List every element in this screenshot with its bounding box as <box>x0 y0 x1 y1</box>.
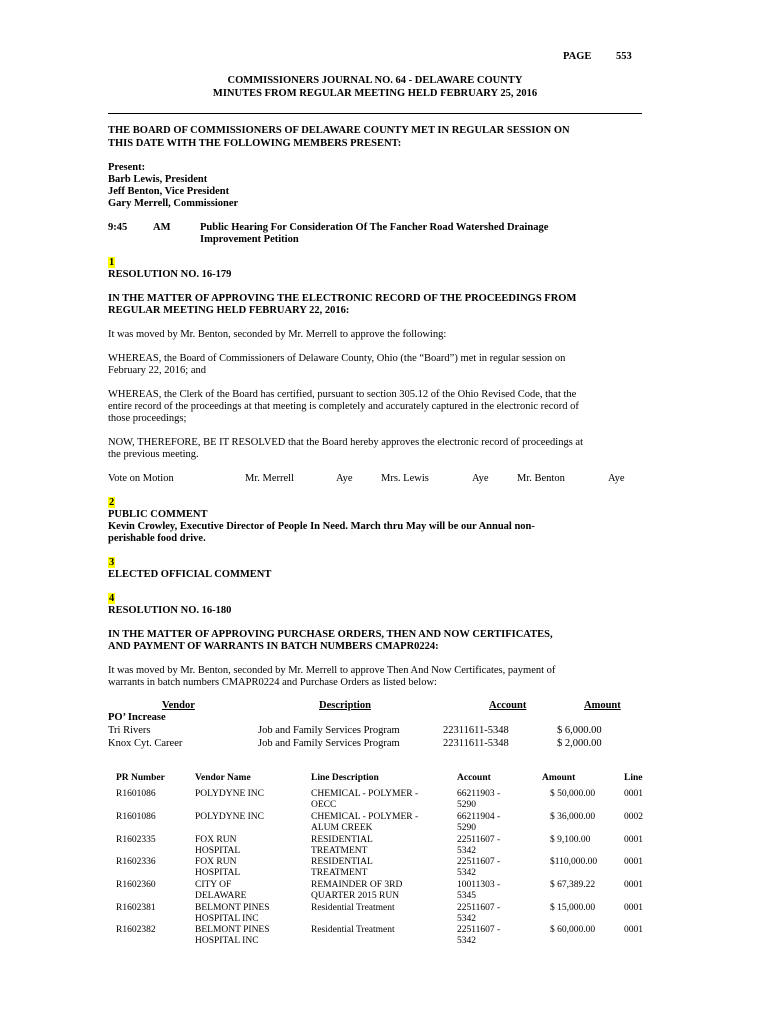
item4-motion-l1: It was moved by Mr. Benton, seconded by Mr. Merrell to approve Then And Now Certificates, payment of <box>108 665 556 676</box>
item-number-1: 1 <box>109 257 115 268</box>
member-vice-president: Jeff Benton, Vice President <box>108 186 230 197</box>
table-row-desc: OECC <box>311 800 337 810</box>
table-row-account: 10011303 - <box>457 880 501 890</box>
member-commissioner: Gary Merrell, Commissioner <box>108 198 239 209</box>
table-row-pr-number: R1601086 <box>116 812 156 822</box>
po-row-description: Job and Family Services Program <box>258 738 400 749</box>
table-row-account: 22511607 - <box>457 835 501 845</box>
item1-whereas1-l1: WHEREAS, the Board of Commissioners of Delaware County, Ohio (the “Board”) met in regular session on <box>108 353 566 364</box>
table-row-desc: CHEMICAL - POLYMER - <box>311 789 419 799</box>
table-row-line: 0001 <box>624 880 643 890</box>
hearing-line-1: Public Hearing For Consideration Of The Fancher Road Watershed Drainage <box>200 222 549 233</box>
po-row-account: 22311611-5348 <box>443 738 509 749</box>
member-president: Barb Lewis, President <box>108 174 208 185</box>
table-row-amount: $ 36,000.00 <box>550 812 596 822</box>
public-comment-l1: Kevin Crowley, Executive Director of People In Need. March thru May will be our Annual non- <box>108 521 535 532</box>
table-row-vendor: HOSPITAL <box>195 846 241 856</box>
table-row-line: 0001 <box>624 903 643 913</box>
table-row-account: 22511607 - <box>457 903 501 913</box>
table-row-vendor: DELAWARE <box>195 891 247 901</box>
po-row-amount: $ 6,000.00 <box>557 725 602 736</box>
table-row-pr-number: R1602336 <box>116 857 156 867</box>
table-row-desc: Residential Treatment <box>311 903 395 913</box>
table-row-account: 5342 <box>457 936 476 946</box>
table-row-amount: $ 50,000.00 <box>550 789 596 799</box>
hearing-time: 9:45 <box>108 222 128 233</box>
table-row-account: 22511607 - <box>457 925 501 935</box>
resolution-16-179: RESOLUTION NO. 16-179 <box>108 269 232 280</box>
item-number-3: 3 <box>109 557 115 568</box>
table-row-account: 66211904 - <box>457 812 501 822</box>
table-row-account: 5342 <box>457 914 476 924</box>
table-row-vendor: HOSPITAL INC <box>195 914 259 924</box>
resolution-16-180: RESOLUTION NO. 16-180 <box>108 605 232 616</box>
pr-header-pr-number: PR Number <box>116 773 165 783</box>
table-row-desc: RESIDENTIAL <box>311 835 373 845</box>
table-row-vendor: HOSPITAL <box>195 868 241 878</box>
public-comment-l2: perishable food drive. <box>108 533 206 544</box>
item1-resolved-l1: NOW, THEREFORE, BE IT RESOLVED that the Board hereby approves the electronic record of proceedings at <box>108 437 584 448</box>
item-number-2: 2 <box>109 497 115 508</box>
vote-benton-aye: Aye <box>608 473 625 484</box>
vote-member-merrell: Mr. Merrell <box>245 473 294 484</box>
item1-resolved-l2: the previous meeting. <box>108 449 199 460</box>
hearing-ampm: AM <box>153 222 171 233</box>
po-header-vendor: Vendor <box>162 700 195 711</box>
po-header-amount: Amount <box>584 700 621 711</box>
pr-header-amount: Amount <box>542 773 576 783</box>
table-row-vendor: BELMONT PINES <box>195 903 270 913</box>
page-label: PAGE <box>563 51 592 62</box>
item1-whereas1-l2: February 22, 2016; and <box>108 365 206 376</box>
table-row-pr-number: R1602381 <box>116 903 156 913</box>
pr-header-line: Line <box>624 773 643 783</box>
table-row-account: 66211903 - <box>457 789 501 799</box>
table-row-desc: TREATMENT <box>311 868 368 878</box>
item1-whereas2-l1: WHEREAS, the Clerk of the Board has certified, pursuant to section 305.12 of the Ohio Revised Code, that the <box>108 389 577 400</box>
table-row-desc: QUARTER 2015 RUN <box>311 891 400 901</box>
header-rule <box>108 113 642 114</box>
table-row-pr-number: R1602335 <box>116 835 156 845</box>
table-row-pr-number: R1602360 <box>116 880 156 890</box>
table-row-vendor: HOSPITAL INC <box>195 936 259 946</box>
table-row-desc: REMAINDER OF 3RD <box>311 880 403 890</box>
vote-label: Vote on Motion <box>108 473 174 484</box>
public-comment-title: PUBLIC COMMENT <box>108 509 208 520</box>
po-row-account: 22311611-5348 <box>443 725 509 736</box>
po-header-description: Description <box>319 700 371 711</box>
table-row-line: 0001 <box>624 835 643 845</box>
item4-title-2: AND PAYMENT OF WARRANTS IN BATCH NUMBERS CMAPR0224: <box>108 641 439 652</box>
item4-title-1: IN THE MATTER OF APPROVING PURCHASE ORDERS, THEN AND NOW CERTIFICATES, <box>108 629 553 640</box>
table-row-desc: ALUM CREEK <box>311 823 373 833</box>
table-row-vendor: POLYDYNE INC <box>195 789 264 799</box>
item1-whereas2-l3: those proceedings; <box>108 413 187 424</box>
po-header-account: Account <box>489 700 527 711</box>
table-row-vendor: FOX RUN <box>195 857 237 867</box>
table-row-pr-number: R1602382 <box>116 925 156 935</box>
pr-header-account: Account <box>457 773 491 783</box>
table-row-desc: Residential Treatment <box>311 925 395 935</box>
table-row-account: 5345 <box>457 891 476 901</box>
table-row-desc: CHEMICAL - POLYMER - <box>311 812 419 822</box>
meeting-title: MINUTES FROM REGULAR MEETING HELD FEBRUARY 25, 2016 <box>212 88 538 99</box>
vote-lewis-aye: Aye <box>472 473 489 484</box>
vote-member-lewis: Mrs. Lewis <box>381 473 429 484</box>
table-row-amount: $110,000.00 <box>550 857 598 867</box>
table-row-account: 5290 <box>457 823 476 833</box>
po-group-label: PO’ Increase <box>108 712 166 723</box>
table-row-amount: $ 9,100.00 <box>550 835 591 845</box>
table-row-account: 5342 <box>457 846 476 856</box>
table-row-line: 0001 <box>624 925 643 935</box>
item4-motion-l2: warrants in batch numbers CMAPR0224 and Purchase Orders as listed below: <box>108 677 437 688</box>
table-row-vendor: FOX RUN <box>195 835 237 845</box>
table-row-line: 0001 <box>624 789 643 799</box>
table-row-account: 5290 <box>457 800 476 810</box>
table-row-vendor: POLYDYNE INC <box>195 812 264 822</box>
table-row-account: 22511607 - <box>457 857 501 867</box>
page-number: 553 <box>616 51 632 62</box>
table-row-vendor: CITY OF <box>195 880 232 890</box>
table-row-amount: $ 60,000.00 <box>550 925 596 935</box>
table-row-desc: TREATMENT <box>311 846 368 856</box>
present-label: Present: <box>108 162 146 173</box>
intro-line-2: THIS DATE WITH THE FOLLOWING MEMBERS PRESENT: <box>108 138 402 149</box>
item1-title-1: IN THE MATTER OF APPROVING THE ELECTRONIC RECORD OF THE PROCEEDINGS FROM <box>108 293 577 304</box>
pr-header-vendor-name: Vendor Name <box>195 773 251 783</box>
elected-official-comment-title: ELECTED OFFICIAL COMMENT <box>108 569 272 580</box>
table-row-account: 5342 <box>457 868 476 878</box>
item-number-4: 4 <box>109 593 115 604</box>
table-row-desc: RESIDENTIAL <box>311 857 373 867</box>
table-row-amount: $ 15,000.00 <box>550 903 596 913</box>
table-row-pr-number: R1601086 <box>116 789 156 799</box>
intro-line-1: THE BOARD OF COMMISSIONERS OF DELAWARE COUNTY MET IN REGULAR SESSION ON <box>108 125 570 136</box>
table-row-line: 0001 <box>624 857 643 867</box>
item1-motion: It was moved by Mr. Benton, seconded by Mr. Merrell to approve the following: <box>108 329 447 340</box>
po-row-vendor: Tri Rivers <box>108 725 151 736</box>
po-row-amount: $ 2,000.00 <box>557 738 602 749</box>
item1-whereas2-l2: entire record of the proceedings at that meeting is completely and accurately captured in the electronic record of <box>108 401 579 412</box>
table-row-amount: $ 67,389.22 <box>550 880 596 890</box>
table-row-line: 0002 <box>624 812 643 822</box>
vote-member-benton: Mr. Benton <box>517 473 565 484</box>
table-row-vendor: BELMONT PINES <box>195 925 270 935</box>
vote-merrell-aye: Aye <box>336 473 353 484</box>
item1-title-2: REGULAR MEETING HELD FEBRUARY 22, 2016: <box>108 305 350 316</box>
hearing-line-2: Improvement Petition <box>200 234 299 245</box>
po-row-description: Job and Family Services Program <box>258 725 400 736</box>
pr-header-line-description: Line Description <box>311 773 379 783</box>
journal-title: COMMISSIONERS JOURNAL NO. 64 - DELAWARE COUNTY <box>227 75 523 86</box>
po-row-vendor: Knox Cyt. Career <box>108 738 183 749</box>
